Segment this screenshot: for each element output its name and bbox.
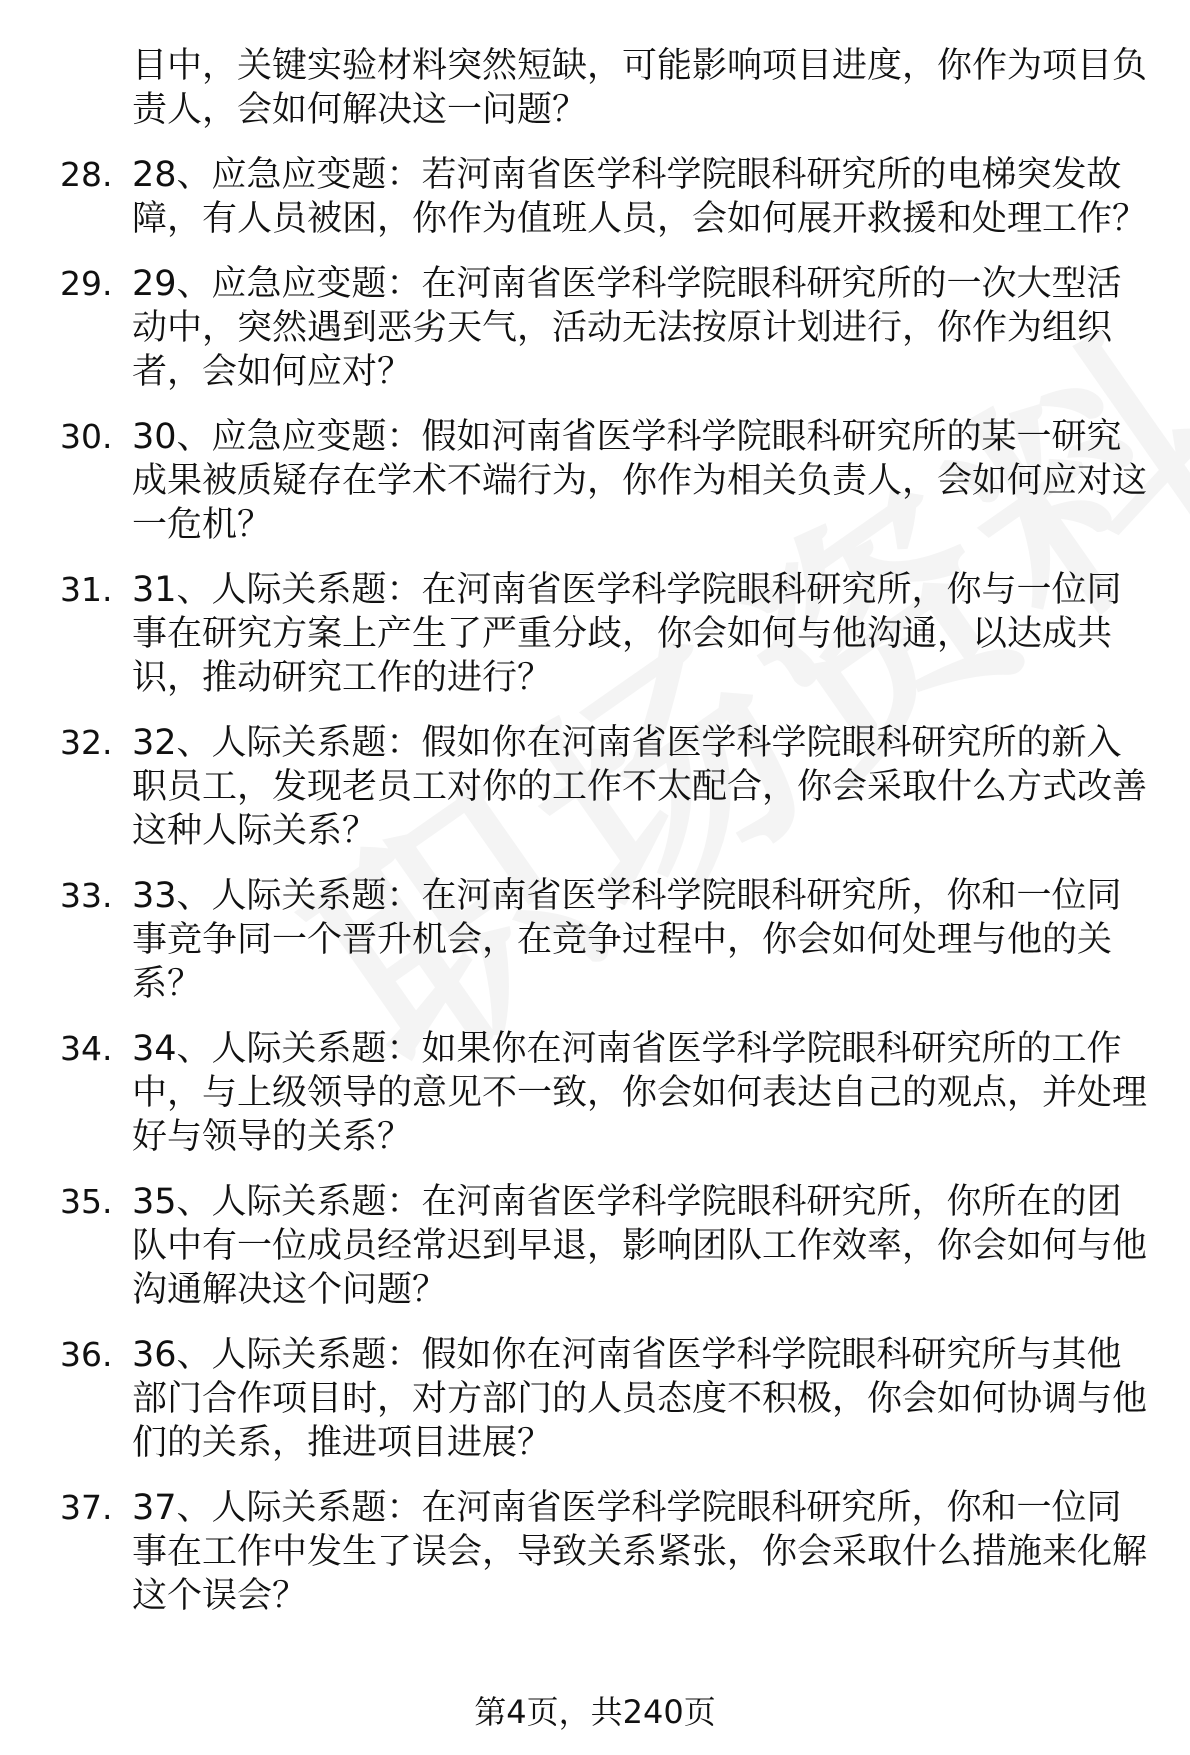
question-number: 37.	[60, 1488, 113, 1527]
list-item	[60, 153, 1150, 241]
question-number: 34.	[60, 1029, 113, 1068]
question-number: 28.	[60, 155, 113, 194]
list-item	[60, 262, 1150, 394]
list-item	[60, 568, 1150, 700]
list-item	[60, 1180, 1150, 1312]
list-item	[60, 721, 1150, 853]
question-number: 36.	[60, 1335, 113, 1374]
question-text: 28、应急应变题：若河南省医学科学院眼科研究所的电梯突发故障，有人员被困，你作为值班人员，会如何展开救援和处理工作？	[132, 155, 1148, 239]
question-number: 29.	[60, 264, 113, 303]
question-number: 35.	[60, 1182, 113, 1221]
question-text: 36、人际关系题：假如你在河南省医学科学院眼科研究所与其他部门合作项目时，对方部门的人员态度不积极，你会如何协调与他们的关系，推进项目进展？	[132, 1335, 1148, 1463]
question-text: 32、人际关系题：假如你在河南省医学科学院眼科研究所的新入职员工，发现老员工对你的工作不太配合，你会采取什么方式改善这种人际关系？	[132, 723, 1148, 851]
question-text: 37、人际关系题：在河南省医学科学院眼科研究所，你和一位同事在工作中发生了误会，导致关系紧张，你会采取什么措施来化解这个误会？	[132, 1488, 1148, 1616]
question-number: 31.	[60, 570, 113, 609]
list-item	[60, 874, 1150, 1006]
question-number: 32.	[60, 723, 113, 762]
question-text: 29、应急应变题：在河南省医学科学院眼科研究所的一次大型活动中，突然遇到恶劣天气，活动无法按原计划进行，你作为组织者，会如何应对？	[132, 264, 1122, 392]
list-item	[60, 1027, 1150, 1159]
question-text: 34、人际关系题：如果你在河南省医学科学院眼科研究所的工作中，与上级领导的意见不一致，你会如何表达自己的观点，并处理好与领导的关系？	[132, 1029, 1148, 1157]
question-text: 30、应急应变题：假如河南省医学科学院眼科研究所的某一研究成果被质疑存在学术不端行为，你作为相关负责人，会如何应对这一危机？	[132, 417, 1148, 545]
page-footer: 第4页，共240页	[474, 1693, 716, 1731]
question-text: 33、人际关系题：在河南省医学科学院眼科研究所，你和一位同事竞争同一个晋升机会，在竞争过程中，你会如何处理与他的关系？	[132, 876, 1122, 1004]
list-item	[60, 1333, 1150, 1465]
question-text: 35、人际关系题：在河南省医学科学院眼科研究所，你所在的团队中有一位成员经常迟到早退，影响团队工作效率，你会如何与他沟通解决这个问题？	[132, 1182, 1148, 1310]
question-number: 33.	[60, 876, 113, 915]
list-item	[60, 415, 1150, 547]
continuation-text: 目中，关键实验材料突然短缺，可能影响项目进度，你作为项目负责人，会如何解决这一问题？	[132, 46, 1148, 130]
question-number: 30.	[60, 417, 113, 456]
question-list	[60, 153, 1150, 1618]
list-item	[60, 1486, 1150, 1618]
question-list-container	[60, 44, 1150, 1618]
question-text: 31、人际关系题：在河南省医学科学院眼科研究所，你与一位同事在研究方案上产生了严重分歧，你会如何与他沟通，以达成共识，推动研究工作的进行？	[132, 570, 1122, 698]
